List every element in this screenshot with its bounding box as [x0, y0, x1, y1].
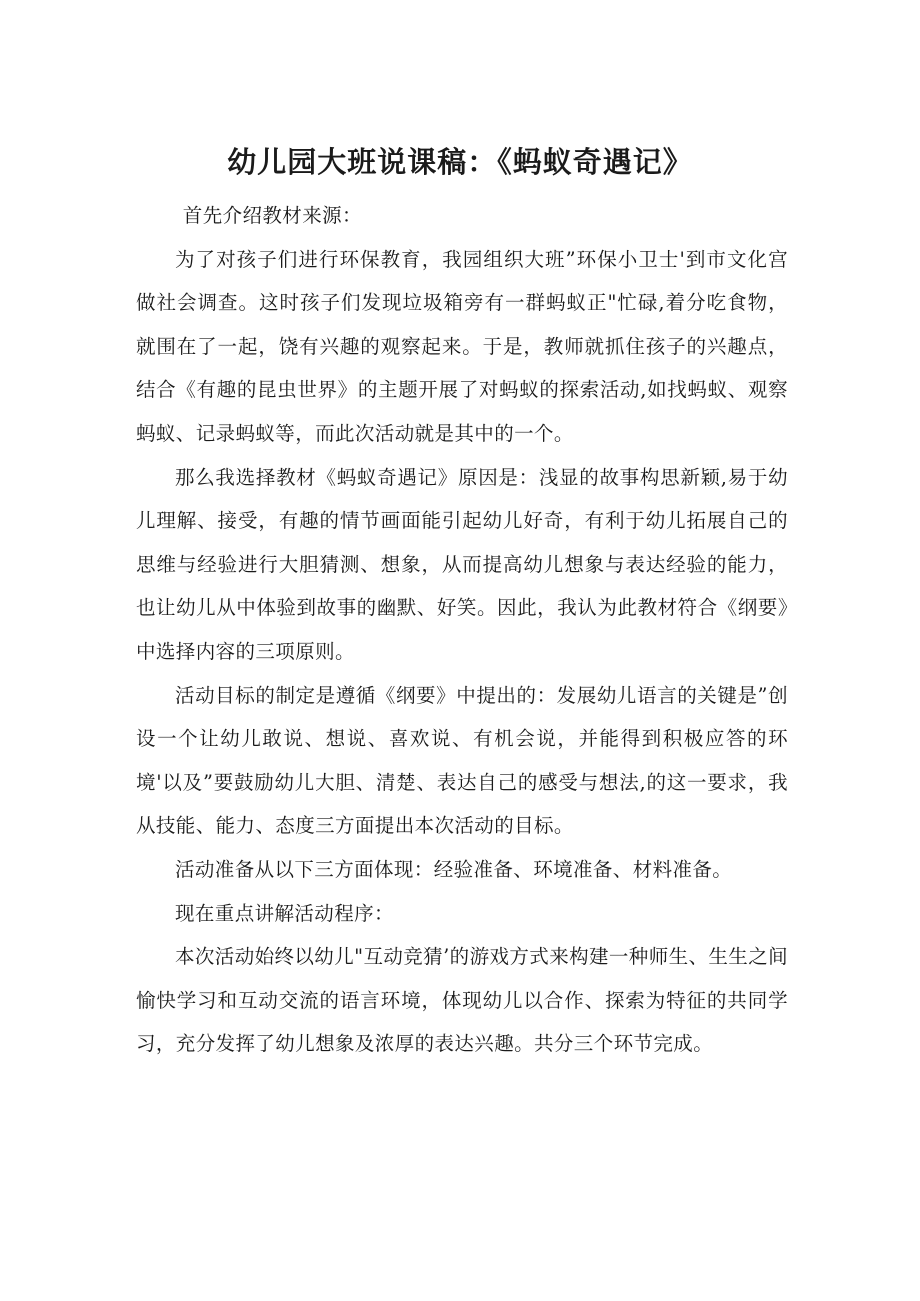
- document-title: 幼儿园大班说课稿：《蚂蚁奇遇记》: [227, 145, 693, 179]
- paragraph-activity-preparation: 活动准备从以下三方面体现：经验准备、环境准备、材料准备。: [175, 857, 733, 881]
- paragraph-material-source-intro: 首先介绍教材来源：: [182, 204, 362, 227]
- paragraph-activity-goals: 活动目标的制定是遵循《纲要》中提出的：发展幼儿语言的关键是”创设一个让幼儿敢说、想说、喜欢说、有机会说，并能得到积极应答的环境'以及”要鼓励幼儿大胆、清楚、表达自己的感受与想法,的这一要求，我从技能、能力、态度三方面提出本次活动的目标。: [136, 683, 788, 838]
- document-body: [136, 194, 788, 1066]
- paragraph-material-reason: 那么我选择教材《蚂蚁奇遇记》原因是：浅显的故事构思新颖,易于幼儿理解、接受，有趣的情节画面能引起幼儿好奇，有利于幼儿拓展自己的思维与经验进行大胆猜测、想象，从而提高幼儿想象与表达经验的能力，也让幼儿从中体验到故事的幽默、好笑。因此，我认为此教材符合《纲要》中选择内容的三项原则。: [136, 465, 788, 663]
- paragraph-procedure-intro: 现在重点讲解活动程序：: [175, 901, 394, 925]
- paragraph-material-background: 为了对孩子们进行环保教育，我园组织大班”环保小卫士'到市文化宫做社会调查。这时孩子们发现垃圾箱旁有一群蚂蚁正"忙碌,着分吃食物，就围在了一起，饶有兴趣的观察起来。于是，教师就抓住孩子的兴趣点，结合《有趣的昆虫世界》的主题开展了对蚂蚁的探索活动,如找蚂蚁、观察蚂蚁、记录蚂蚁等，而此次活动就是其中的一个。: [136, 247, 788, 445]
- paragraph-procedure-overview: 本次活动始终以幼儿"互动竞猜’的游戏方式来构建一种师生、生生之间愉快学习和互动交流的语言环境，体现幼儿以合作、探索为特征的共同学习，充分发挥了幼儿想象及浓厚的表达兴趣。共分三个环节完成。: [136, 945, 788, 1056]
